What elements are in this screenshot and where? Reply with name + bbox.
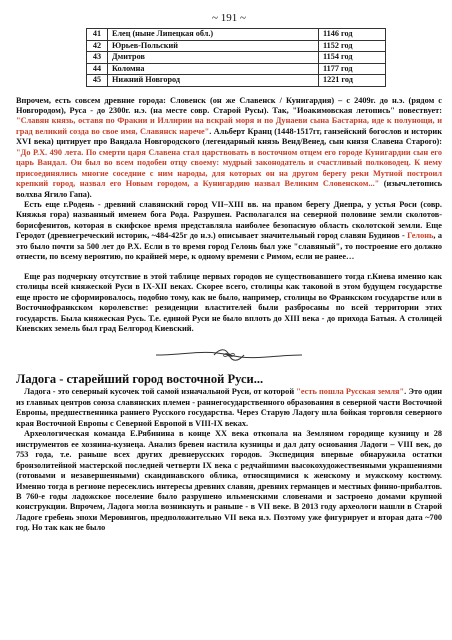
row-number: 44	[87, 63, 108, 75]
highlight-gelon: Гелонь	[407, 231, 434, 241]
text-run: Ладога - это северный кусочек той самой изначальной Руси, от которой	[24, 387, 297, 397]
table-row	[87, 75, 386, 87]
city-name: Дмитров	[108, 52, 319, 64]
founding-year: 1146 год	[319, 29, 386, 41]
table-row	[87, 63, 386, 75]
page-number: ~ 191 ~	[212, 12, 246, 24]
paragraph-ancient-cities	[16, 96, 442, 201]
table-row	[87, 29, 386, 41]
text-run: (изыч.летопись волхва Ягило Гапа).	[16, 179, 442, 199]
paragraph-roden	[16, 200, 442, 263]
table-row	[87, 52, 386, 64]
city-name: Нижний Новгород	[108, 75, 319, 87]
quote-krantz: "До Р.Х. 490 лета. По смерти царя Славена стал царствовать в восточном отцем его городе Кунигардии сын его царь Вандал. Он был во всем подобен отцу своему: мудрый законодатель и счастливый полководец. К нему присоединялись многие соседние с ним народы, для которых он на другом берегу реки Мутной построил крепкий город, назвал его Новым городом, а Кунигардию назвал Великим Словенском..."	[16, 147, 442, 189]
founding-year: 1152 год	[319, 40, 386, 52]
text-run: . Альберт Кранц (1448-1517гг, ганзейский богослов и историк XVI века) цитирует про Вандала Новгородского (легендарный князь Венд/Венед, сын князя Славена Старого):	[16, 126, 442, 147]
text-run: Есть еще г.Родень - древний славянский город VII–XIII вв. на правом берегу Днепра, у устья Роси (совр. Княжья гора) названный именем бога Рода. Разрушен. Располагался на северной половине земли сколотов-борисфенитов, которая в скифское время представляла наиболее безопасную область сколотской земли. Еще Геродот (древнегреческий историк, ~484-425г до н.э.) описывает значительный город славян Будинов -	[16, 200, 442, 241]
quote-ioakim: "Славян князь, оставя по Фракии и Иллирии на вскрай моря и по Дунаеви сына Бастарна, иде к полунощи, и град великий созда во свое имя, Славянск нарече"	[16, 116, 442, 136]
section-heading: Ладога - старейший город восточной Руси...	[16, 372, 264, 387]
text-run: , а это было почти за 500 лет до Р.Х. Если в то время город Гелонь был уже "славяный", то построение его должно отнести, по всему вероятию, по крайней мере, к одному времени с Римом, если не ранее…	[16, 231, 442, 262]
text-run: Впрочем, есть совсем древние города: Словенск (он же Славенск / Кунигардия) – с 2409г. до н.э. (рядом с Новгородом), Руса - до 2300г. н.э. (на месте совр. Старой Русы). Так, "Иоакимовская летопись" повествует:	[16, 95, 442, 115]
document-page	[16, 0, 442, 534]
paragraph-ladoga-intro	[16, 387, 442, 429]
city-name: Юрьев-Польский	[108, 40, 319, 52]
founding-year: 1154 год	[319, 52, 386, 64]
row-number: 45	[87, 75, 108, 87]
paragraph-archaeology: Археологическая команда Е.Рябинина в конце XX века откопала на Земляном городище кузницу и 28 инструментов ее хозяина-кузнеца. Анализ бревен настила кузницы и дал дату основания Ладоги – VIII век, до 753 года, т.е. раньше всех других древнерусских городов. Экспедиция впервые обнаружила остатки бронзолитейной мастерской последней четверти IX века с редчайшими высокохудожественными украшениями (готовыми и незавершенными) скандинавского облика, относящимися к женскому и мужскому костюму. Именно тогда в регионе пересеклись интересы древних славян, древних германцев и местных финно-прибалтов. В 760-е годы ладожское поселение было разрушено ильменскими словенами и застроено домами крупной конструкции. Впрочем, Ладога могла возникнуть и раньше - в VII веке. В 2013 году археологи нашли в Старой Ладоге гребень эпохи Меровингов, предположительно VII века н.э. Поэтому уже фигурирует и вторая дата ~700 год. Но так как не было	[16, 429, 442, 533]
city-name: Елец (ныне Липецкая обл.)	[108, 29, 319, 41]
founding-year: 1177 год	[319, 63, 386, 75]
cities-table	[86, 28, 386, 87]
row-number: 42	[87, 40, 108, 52]
row-number: 41	[87, 29, 108, 41]
founding-year: 1221 год	[319, 75, 386, 87]
paragraph-kiev: Еще раз подчеркну отсутствие в этой таблице первых городов не существовавшего тогда г.Киева именно как столицы всей княжеской Руси в IX-XII веках. Скорее всего, столицы как таковой в этом будущем государстве еще просто не сформировалось, подобно тому, как не было, например, столицы во Франкском государстве или в Восточнофранкском королевстве: резиденции властителей были разбросаны по всей территории этих государств. Была княжеская Русь. Т.е. единой Руси не было вплоть до XIII века - до прихода Батыя. А столицей Киевских земель был град Белгород Киевский.	[16, 271, 442, 334]
ornament-divider-icon	[154, 346, 304, 364]
row-number: 43	[87, 52, 108, 64]
table-row	[87, 40, 386, 52]
text-run: . Это один из главных центров союза славянских племен - раннегосударственного образования в северной части Восточной Европы, предшественника раннего Русского государства. Через Старую Ладогу шла бойкая торговля северного края Восточной Европы с Северной Европой в VIII-IX веках.	[16, 387, 443, 428]
quote-rus-land: "есть пошла Русская земля"	[296, 387, 405, 397]
city-name: Коломна	[108, 63, 319, 75]
